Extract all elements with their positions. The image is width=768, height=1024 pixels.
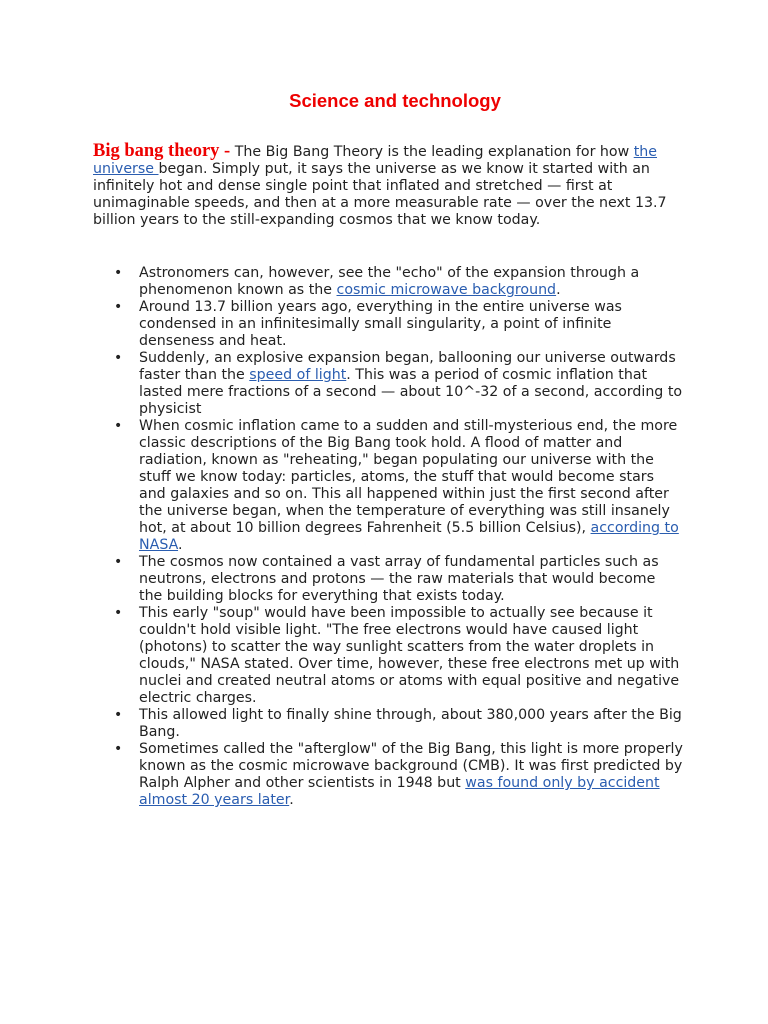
bullet-item-7	[93, 707, 683, 741]
bullet-list	[93, 265, 683, 809]
speed-of-light-link[interactable]: speed of light	[249, 367, 347, 383]
bullet-text: Sometimes called the "afterglow" of the Big Bang, this light is more properly known as the cosmic microwave background (CMB). It was first predicted by Ralph Alpher and other scientists in 1948 but	[139, 741, 683, 791]
bullet-text-end: .	[289, 792, 294, 808]
intro-text: The Big Bang Theory is the leading explanation for how	[230, 144, 634, 160]
page-title: Science and technology	[289, 90, 501, 111]
bullet-item-2	[93, 299, 683, 350]
bullet-text: This early "soup" would have been impossible to actually see because it couldn't hold visible light. "The free electrons would have caused light (photons) to scatter the way sunlight scatters from the water droplets in clouds," NASA stated. Over time, however, these free electrons met up with nuclei and created neutral atoms or atoms with equal positive and negative electric charges.	[139, 605, 680, 706]
bullet-text: The cosmos now contained a vast array of fundamental particles such as neutrons, electrons and protons — the raw materials that would become the building blocks for everything that exists today.	[139, 554, 659, 604]
bullet-item-1	[93, 265, 683, 299]
cosmic-microwave-background-link[interactable]: cosmic microwave background	[336, 282, 557, 298]
bullet-text: Suddenly, an explosive expansion began, ballooning our universe outwards faster than the	[139, 350, 676, 383]
the-universe-link[interactable]: the universe	[93, 144, 658, 177]
bullet-text-end: . This was a period of cosmic inflation that lasted mere fractions of a second — about 10^-32 of a second, according to physicist	[139, 367, 683, 417]
according-to-nasa-link[interactable]: according to NASA	[139, 520, 679, 553]
bullet-text: This allowed light to finally shine through, about 380,000 years after the Big Bang.	[139, 707, 682, 740]
bullet-item-4	[93, 418, 683, 554]
bullet-text: Around 13.7 billion years ago, everything in the entire universe was condensed in an infinitesimally small singularity, a point of infinite denseness and heat.	[139, 299, 622, 349]
bullet-item-5	[93, 554, 683, 605]
bullet-item-3	[93, 350, 683, 418]
bullet-text: Astronomers can, however, see the "echo" of the expansion through a phenomenon known as the	[139, 265, 640, 298]
bullet-item-6	[93, 605, 683, 707]
found-by-accident-link[interactable]: was found only by accident almost 20 years later	[139, 775, 660, 808]
bullet-text: When cosmic inflation came to a sudden and still-mysterious end, the more classic descriptions of the Big Bang took hold. A flood of matter and radiation, known as "reheating," began populating our universe with the stuff we know today: particles, atoms, the stuff that would become stars and galaxies and so on. This all happened within just the first second after the universe began, when the temperature of everything was still insanely hot, at about 10 billion degrees Fahrenheit (5.5 billion Celsius),	[139, 418, 678, 536]
intro-lead-heading: Big bang theory -	[93, 141, 231, 161]
bullet-text-end: .	[556, 282, 561, 298]
bullet-text-end: .	[178, 537, 183, 553]
intro-text-continued: began. Simply put, it says the universe as we know it started with an infinitely hot and dense single point that inflated and stretched — first at unimaginable speeds, and then at a more measurable rate — over the next 13.7 billion years to the still-expanding cosmos that we know today.	[93, 161, 667, 228]
bullet-item-8	[93, 741, 683, 809]
intro-paragraph	[93, 143, 683, 229]
